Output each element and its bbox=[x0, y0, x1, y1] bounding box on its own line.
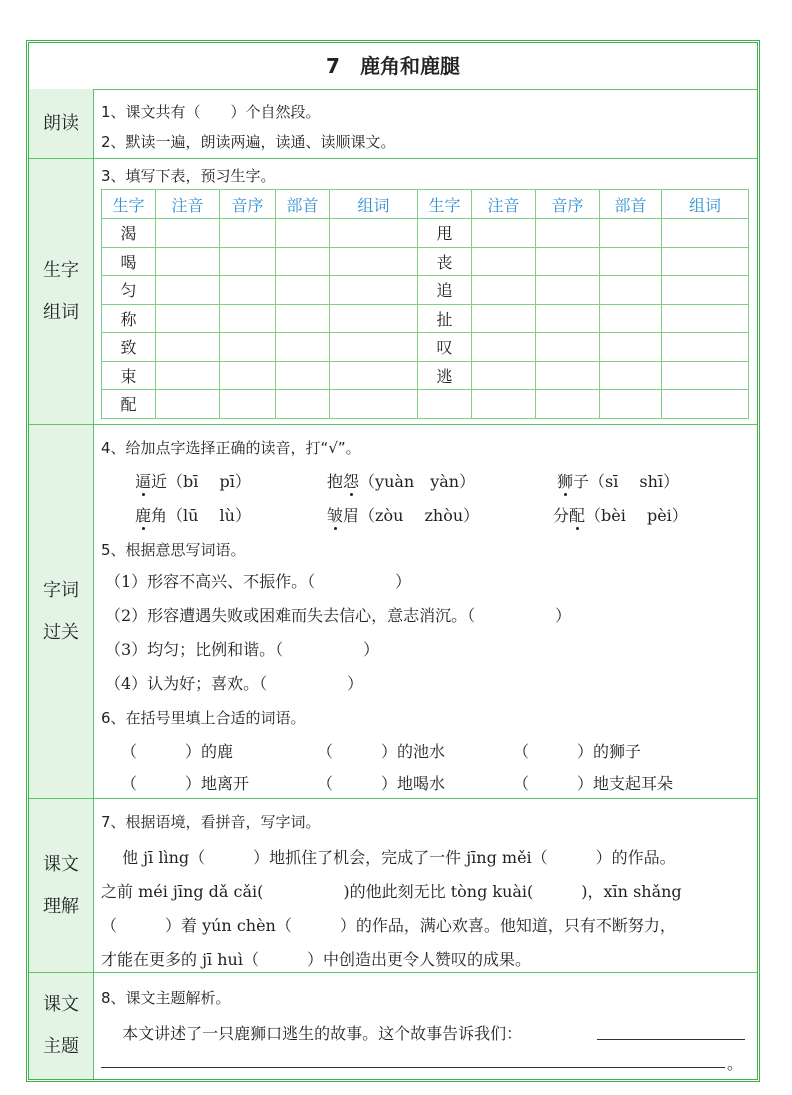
worksheet-frame bbox=[26, 40, 760, 1082]
blank-cell[interactable] bbox=[220, 333, 276, 362]
blank-cell[interactable] bbox=[220, 219, 276, 248]
blank-cell[interactable] bbox=[662, 361, 749, 390]
table-row bbox=[102, 219, 749, 248]
definition-item: （2）形容遭遇失败或困难而失去信心，意志消沉。（ ） bbox=[105, 606, 572, 625]
question-4: 4、给加点字选择正确的读音，打“√”。 bbox=[101, 439, 361, 457]
question-2: 2、默读一遍，朗读两遍，读通、读顺课文。 bbox=[101, 133, 396, 151]
passage-line: 才能在更多的 jī huì（ ）中创造出更令人赞叹的成果。 bbox=[101, 950, 531, 969]
header-cell: 部首 bbox=[600, 190, 662, 219]
blank-cell[interactable] bbox=[536, 247, 600, 276]
blank-cell[interactable] bbox=[276, 304, 330, 333]
blank-cell[interactable] bbox=[156, 247, 220, 276]
blank-cell[interactable] bbox=[220, 276, 276, 305]
blank-cell[interactable] bbox=[330, 304, 418, 333]
pronunciation-item: 狮子（sī shī） bbox=[557, 469, 679, 492]
blank-cell[interactable] bbox=[472, 219, 536, 248]
char-cell: 配 bbox=[102, 390, 156, 419]
definition-item: （3）均匀；比例和谐。（ ） bbox=[105, 640, 380, 659]
blank-cell[interactable] bbox=[536, 304, 600, 333]
pronunciation-item: 抱怨（yuàn yàn） bbox=[327, 469, 475, 492]
question-1: 1、课文共有（ ）个自然段。 bbox=[101, 103, 321, 121]
blank-cell[interactable] bbox=[600, 219, 662, 248]
blank-cell[interactable] bbox=[662, 247, 749, 276]
section-vocabulary bbox=[29, 425, 757, 799]
header-cell: 注音 bbox=[156, 190, 220, 219]
blank-cell[interactable] bbox=[330, 390, 418, 419]
char-cell: 喝 bbox=[102, 247, 156, 276]
pronunciation-item: 皱眉（zòu zhòu） bbox=[327, 503, 479, 526]
blank-cell[interactable] bbox=[220, 361, 276, 390]
blank-cell[interactable] bbox=[156, 361, 220, 390]
answer-line[interactable] bbox=[597, 1021, 745, 1040]
blank-cell[interactable] bbox=[220, 304, 276, 333]
blank-cell[interactable] bbox=[600, 247, 662, 276]
blank-cell[interactable] bbox=[472, 247, 536, 276]
blank-cell[interactable] bbox=[472, 390, 536, 419]
blank-cell[interactable] bbox=[536, 333, 600, 362]
table-row bbox=[102, 390, 749, 419]
blank-cell[interactable] bbox=[662, 219, 749, 248]
char-cell: 匀 bbox=[102, 276, 156, 305]
blank-cell[interactable] bbox=[536, 390, 600, 419]
end-mark: 。 bbox=[727, 1054, 744, 1073]
section-label bbox=[29, 89, 94, 158]
section-reading bbox=[29, 89, 757, 159]
passage-line: （ ）着 yún chèn（ ）的作品，满心欢喜。他知道，只有不断努力， bbox=[101, 916, 676, 935]
char-cell: 束 bbox=[102, 361, 156, 390]
blank-cell[interactable] bbox=[536, 361, 600, 390]
blank-cell[interactable] bbox=[220, 247, 276, 276]
page-title: 7 鹿角和鹿腿 bbox=[29, 43, 757, 90]
header-cell: 组词 bbox=[662, 190, 749, 219]
blank-cell[interactable] bbox=[330, 219, 418, 248]
fill-phrase: （ ）地喝水 bbox=[317, 774, 446, 793]
question-3: 3、填写下表，预习生字。 bbox=[101, 167, 276, 185]
definition-item: （4）认为好；喜欢。（ ） bbox=[105, 674, 364, 693]
header-cell: 音序 bbox=[536, 190, 600, 219]
header-cell: 生字 bbox=[102, 190, 156, 219]
table-header-row bbox=[102, 190, 749, 219]
question-8: 8、课文主题解析。 bbox=[101, 989, 231, 1007]
blank-cell[interactable] bbox=[472, 304, 536, 333]
table-row bbox=[102, 361, 749, 390]
blank-cell[interactable] bbox=[472, 276, 536, 305]
section-characters bbox=[29, 159, 757, 425]
blank-cell[interactable] bbox=[600, 390, 662, 419]
label-text: 字词 过关 bbox=[43, 579, 79, 643]
header-cell: 生字 bbox=[418, 190, 472, 219]
char-cell: 丧 bbox=[418, 247, 472, 276]
passage-line: 之前 méi jīng dǎ cǎi( )的他此刻无比 tòng kuài( )，xīn shǎng bbox=[101, 882, 682, 901]
fill-phrase: （ ）地支起耳朵 bbox=[513, 774, 674, 793]
blank-cell[interactable] bbox=[536, 219, 600, 248]
label-text: 生字 组词 bbox=[43, 259, 79, 323]
pronunciation-item: 分配（bèi pèi） bbox=[553, 503, 688, 526]
table-row bbox=[102, 247, 749, 276]
blank-cell[interactable] bbox=[330, 361, 418, 390]
blank-cell[interactable] bbox=[472, 333, 536, 362]
blank-cell[interactable] bbox=[600, 276, 662, 305]
blank-cell[interactable] bbox=[536, 276, 600, 305]
char-cell: 逃 bbox=[418, 361, 472, 390]
blank-cell[interactable] bbox=[600, 304, 662, 333]
section-label bbox=[29, 799, 94, 972]
char-cell: 叹 bbox=[418, 333, 472, 362]
label-text: 课文 主题 bbox=[43, 994, 79, 1057]
section-label bbox=[29, 973, 94, 1079]
blank-cell[interactable] bbox=[662, 276, 749, 305]
section-comprehension bbox=[29, 799, 757, 973]
char-cell bbox=[418, 390, 472, 419]
section-label bbox=[29, 159, 94, 424]
blank-cell[interactable] bbox=[156, 390, 220, 419]
answer-line[interactable] bbox=[101, 1049, 725, 1068]
header-cell: 组词 bbox=[330, 190, 418, 219]
theme-text: 本文讲述了一只鹿狮口逃生的故事。这个故事告诉我们： bbox=[101, 1024, 523, 1043]
table-row bbox=[102, 304, 749, 333]
blank-cell[interactable] bbox=[156, 219, 220, 248]
label-text: 课文 理解 bbox=[43, 853, 79, 917]
blank-cell[interactable] bbox=[330, 333, 418, 362]
definition-item: （1）形容不高兴、不振作。（ ） bbox=[105, 572, 412, 591]
blank-cell[interactable] bbox=[600, 333, 662, 362]
fill-phrase: （ ）的狮子 bbox=[513, 742, 642, 761]
passage-line: 他 jī lìng（ ）地抓住了机会，完成了一件 jīng měi（ ）的作品。 bbox=[101, 848, 676, 867]
blank-cell[interactable] bbox=[276, 361, 330, 390]
header-cell: 注音 bbox=[472, 190, 536, 219]
label-text: 朗读 bbox=[43, 112, 79, 134]
question-6: 6、在括号里填上合适的词语。 bbox=[101, 709, 306, 727]
char-cell: 称 bbox=[102, 304, 156, 333]
blank-cell[interactable] bbox=[276, 219, 330, 248]
blank-cell[interactable] bbox=[662, 304, 749, 333]
char-cell: 致 bbox=[102, 333, 156, 362]
char-cell: 扯 bbox=[418, 304, 472, 333]
blank-cell[interactable] bbox=[156, 333, 220, 362]
char-cell: 追 bbox=[418, 276, 472, 305]
blank-cell[interactable] bbox=[330, 247, 418, 276]
header-cell: 部首 bbox=[276, 190, 330, 219]
question-7: 7、根据语境，看拼音，写字词。 bbox=[101, 813, 321, 831]
section-theme bbox=[29, 973, 757, 1079]
blank-cell[interactable] bbox=[156, 276, 220, 305]
pronunciation-item: 逼近（bī pī） bbox=[135, 469, 251, 492]
char-cell: 甩 bbox=[418, 219, 472, 248]
blank-cell[interactable] bbox=[276, 247, 330, 276]
blank-cell[interactable] bbox=[276, 333, 330, 362]
blank-cell[interactable] bbox=[472, 361, 536, 390]
question-5: 5、根据意思写词语。 bbox=[101, 541, 246, 559]
blank-cell[interactable] bbox=[276, 276, 330, 305]
char-cell: 渴 bbox=[102, 219, 156, 248]
fill-phrase: （ ）的池水 bbox=[317, 742, 446, 761]
blank-cell[interactable] bbox=[662, 333, 749, 362]
character-table bbox=[101, 189, 749, 419]
table-row bbox=[102, 276, 749, 305]
blank-cell[interactable] bbox=[276, 390, 330, 419]
section-label bbox=[29, 425, 94, 798]
fill-phrase: （ ）的鹿 bbox=[121, 742, 234, 761]
blank-cell[interactable] bbox=[220, 390, 276, 419]
fill-phrase: （ ）地离开 bbox=[121, 774, 250, 793]
blank-cell[interactable] bbox=[330, 276, 418, 305]
table-row bbox=[102, 333, 749, 362]
blank-cell[interactable] bbox=[156, 304, 220, 333]
blank-cell[interactable] bbox=[662, 390, 749, 419]
pronunciation-item: 鹿角（lū lù） bbox=[135, 503, 251, 526]
blank-cell[interactable] bbox=[600, 361, 662, 390]
header-cell: 音序 bbox=[220, 190, 276, 219]
